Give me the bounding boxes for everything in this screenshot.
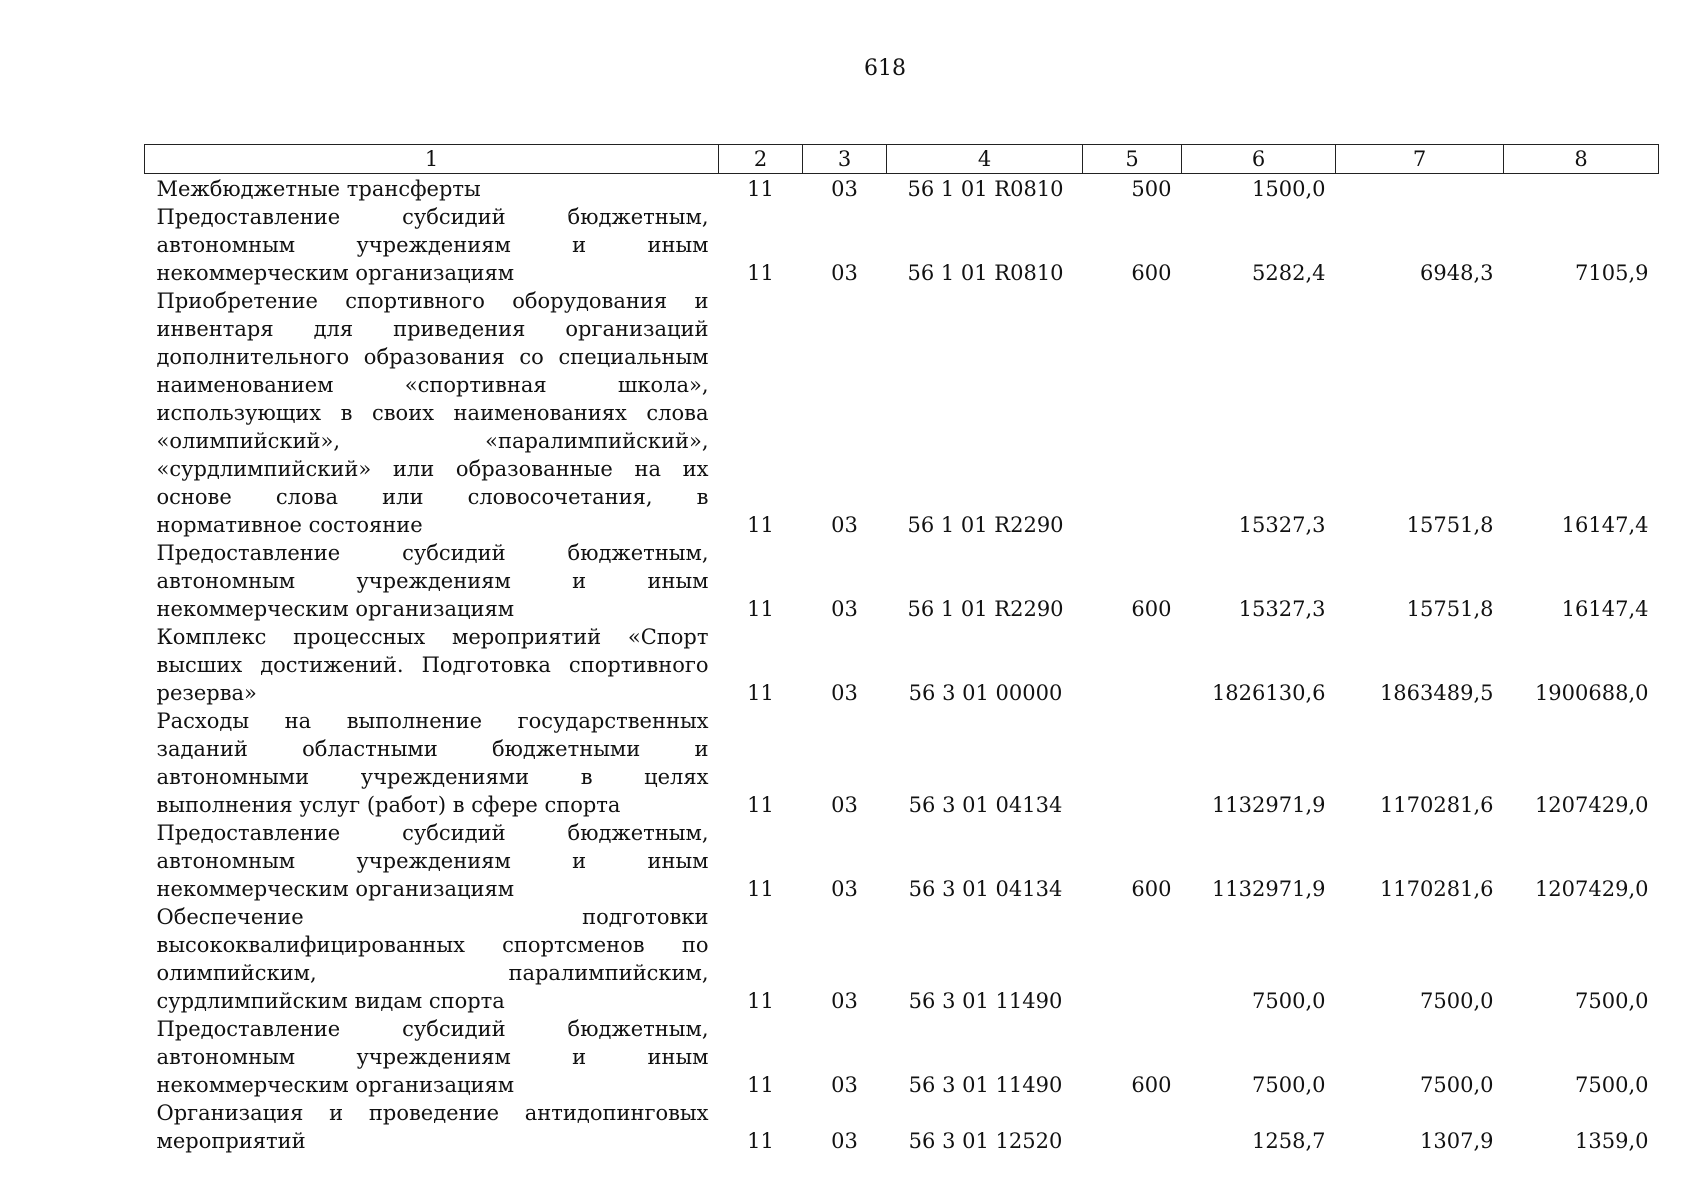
row-value-2: 7500,0 (1420, 1073, 1494, 1097)
table-row (145, 539, 1659, 623)
row-subsection: 03 (831, 877, 858, 901)
table-row (145, 623, 1659, 707)
row-value-2: 7500,0 (1420, 989, 1494, 1013)
row-value-2: 1170281,6 (1379, 793, 1494, 817)
table-row (145, 287, 1659, 539)
row-name: Расходы на выполнение государственных заданий областными бюджетными и автономными учреждениями в целях выполнения услуг (работ) в сфере спорта (156, 709, 709, 817)
row-value-3: 7500,0 (1575, 989, 1649, 1013)
row-value-3: 1207429,0 (1534, 877, 1649, 901)
row-value-3: 7500,0 (1575, 1073, 1649, 1097)
row-section: 11 (747, 1129, 774, 1153)
header-cell-1: 1 (145, 145, 719, 174)
table-row (145, 1099, 1659, 1155)
row-value-2: 15751,8 (1406, 597, 1494, 621)
row-code: 56 1 01 R0810 (907, 261, 1064, 285)
header-cell-2: 2 (719, 145, 803, 174)
row-value-1: 7500,0 (1252, 989, 1326, 1013)
row-value-2: 15751,8 (1406, 513, 1494, 537)
row-code: 56 3 01 04134 (908, 793, 1063, 817)
budget-table (144, 144, 1659, 1155)
row-type (1083, 903, 1182, 1015)
row-value-2: 1307,9 (1420, 1129, 1494, 1153)
row-value-3: 16147,4 (1561, 597, 1649, 621)
row-value-1: 1132971,9 (1211, 793, 1326, 817)
row-code: 56 1 01 R2290 (907, 513, 1064, 537)
row-type: 600 (1131, 877, 1172, 901)
row-name: Межбюджетные трансферты (156, 177, 481, 201)
row-value-1: 15327,3 (1238, 513, 1326, 537)
header-cell-5: 5 (1083, 145, 1182, 174)
table-row (145, 707, 1659, 819)
row-section: 11 (747, 261, 774, 285)
header-row (145, 145, 1659, 174)
row-name: Приобретение спортивного оборудования и инвентаря для приведения организаций дополнительного образования со специальным наименованием «спортивная школа», использующих в своих наименованиях слова «олимпийский», «паралимпийский», «сурдлимпийский» или образованные на их основе слова или словосочетания, в нормативное состояние (156, 289, 709, 537)
row-code: 56 3 01 11490 (908, 989, 1063, 1013)
row-type (1083, 1099, 1182, 1155)
row-name: Предоставление субсидий бюджетным, автономным учреждениям и иным некоммерческим организациям (156, 205, 709, 285)
row-name: Организация и проведение антидопинговых мероприятий (156, 1101, 709, 1153)
table-row (145, 1015, 1659, 1099)
row-name: Предоставление субсидий бюджетным, автономным учреждениям и иным некоммерческим организациям (156, 821, 709, 901)
row-value-1: 1258,7 (1252, 1129, 1326, 1153)
row-section: 11 (747, 513, 774, 537)
row-subsection: 03 (831, 597, 858, 621)
row-type (1083, 707, 1182, 819)
row-value-1: 15327,3 (1238, 597, 1326, 621)
table-row (145, 903, 1659, 1015)
row-value-1: 5282,4 (1252, 261, 1326, 285)
row-section: 11 (747, 877, 774, 901)
row-code: 56 3 01 12520 (908, 1129, 1063, 1153)
row-code: 56 1 01 R0810 (907, 177, 1064, 201)
header-cell-6: 6 (1182, 145, 1336, 174)
row-section: 11 (747, 681, 774, 705)
row-value-2 (1336, 174, 1504, 204)
row-subsection: 03 (831, 1129, 858, 1153)
row-code: 56 3 01 11490 (908, 1073, 1063, 1097)
table-header (145, 145, 1659, 174)
row-section: 11 (747, 1073, 774, 1097)
header-cell-3: 3 (803, 145, 887, 174)
row-value-2: 1170281,6 (1379, 877, 1494, 901)
row-section: 11 (747, 177, 774, 201)
table-row (145, 819, 1659, 903)
row-value-1: 7500,0 (1252, 1073, 1326, 1097)
row-value-2: 1863489,5 (1379, 681, 1494, 705)
row-type: 600 (1131, 1073, 1172, 1097)
row-section: 11 (747, 989, 774, 1013)
row-type: 600 (1131, 597, 1172, 621)
row-type: 500 (1131, 177, 1172, 201)
row-subsection: 03 (831, 793, 858, 817)
row-subsection: 03 (831, 261, 858, 285)
page-number: 618 (864, 56, 906, 81)
row-value-2: 6948,3 (1420, 261, 1494, 285)
row-section: 11 (747, 793, 774, 817)
row-value-3: 1900688,0 (1534, 681, 1649, 705)
row-type (1083, 287, 1182, 539)
row-subsection: 03 (831, 513, 858, 537)
table-body (145, 174, 1659, 1156)
row-code: 56 1 01 R2290 (907, 597, 1064, 621)
table-row (145, 174, 1659, 204)
header-cell-7: 7 (1336, 145, 1504, 174)
row-code: 56 3 01 00000 (908, 681, 1063, 705)
row-code: 56 3 01 04134 (908, 877, 1063, 901)
row-name: Предоставление субсидий бюджетным, автономным учреждениям и иным некоммерческим организациям (156, 1017, 709, 1097)
row-subsection: 03 (831, 177, 858, 201)
row-value-3 (1504, 174, 1659, 204)
row-subsection: 03 (831, 681, 858, 705)
row-value-3: 7105,9 (1575, 261, 1649, 285)
row-value-3: 1359,0 (1575, 1129, 1649, 1153)
row-type: 600 (1131, 261, 1172, 285)
row-subsection: 03 (831, 989, 858, 1013)
row-value-3: 1207429,0 (1534, 793, 1649, 817)
row-name: Обеспечение подготовки высококвалифицированных спортсменов по олимпийским, паралимпийским, сурдлимпийским видам спорта (156, 905, 709, 1013)
header-cell-8: 8 (1504, 145, 1659, 174)
row-value-1: 1500,0 (1252, 177, 1326, 201)
row-type (1083, 623, 1182, 707)
row-value-1: 1826130,6 (1211, 681, 1326, 705)
header-cell-4: 4 (887, 145, 1083, 174)
row-section: 11 (747, 597, 774, 621)
row-name: Комплекс процессных мероприятий «Спорт высших достижений. Подготовка спортивного резерва» (156, 625, 709, 705)
row-subsection: 03 (831, 1073, 858, 1097)
row-value-1: 1132971,9 (1211, 877, 1326, 901)
table-row (145, 203, 1659, 287)
row-value-3: 16147,4 (1561, 513, 1649, 537)
row-name: Предоставление субсидий бюджетным, автономным учреждениям и иным некоммерческим организациям (156, 541, 709, 621)
